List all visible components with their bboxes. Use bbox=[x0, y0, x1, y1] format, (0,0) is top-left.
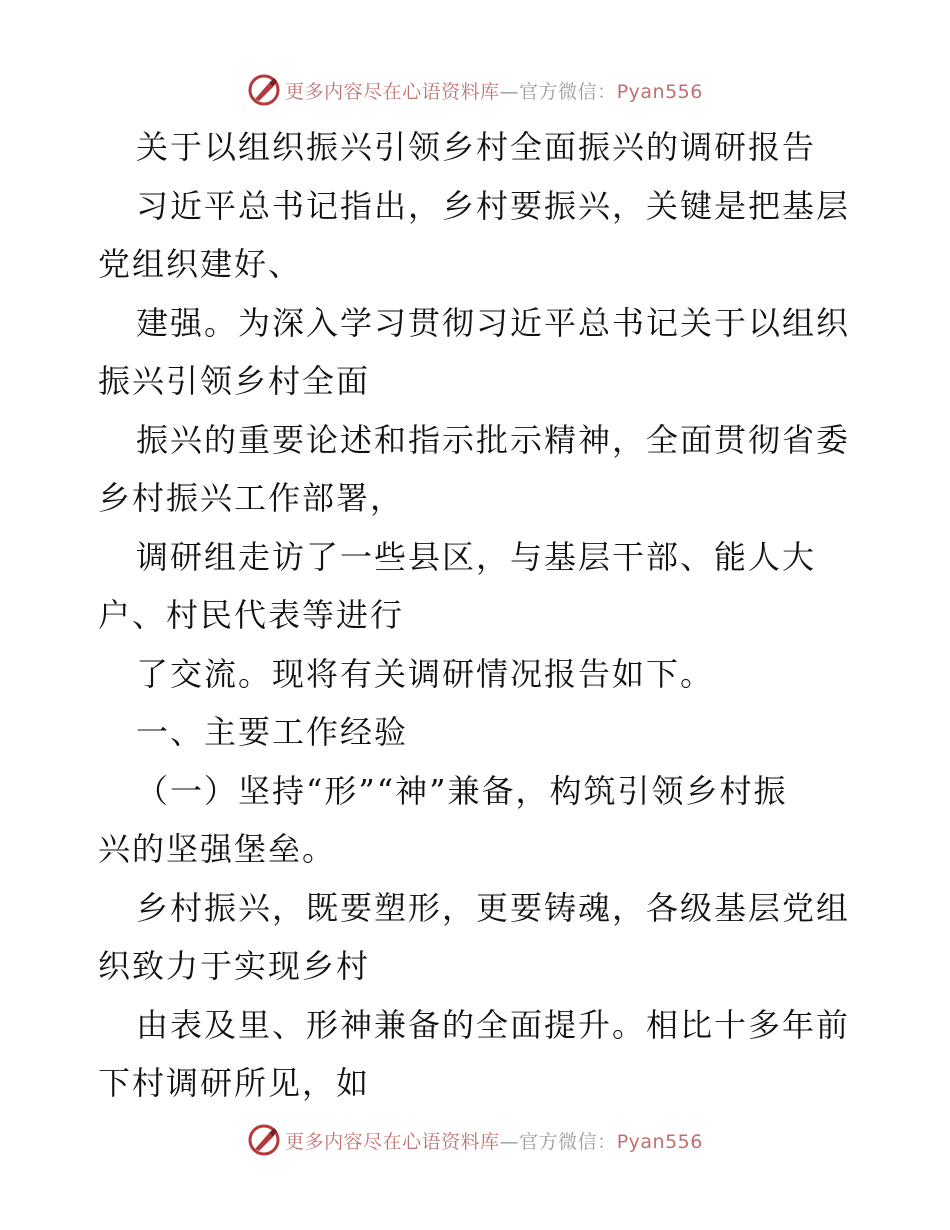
watermark-wechat-label: 官方微信： bbox=[519, 80, 617, 103]
pen-logo-icon bbox=[247, 73, 281, 107]
paragraph-line: 由表及里、形神兼备的全面提升。相比十多年前 bbox=[136, 1005, 851, 1044]
paragraph-line: 振兴引领乡村全面 bbox=[98, 362, 371, 400]
paragraph-line: 振兴的重要论述和指示批示精神，全面贯彻省委 bbox=[136, 420, 851, 459]
pen-logo-icon bbox=[247, 1123, 281, 1157]
document-title: 关于以组织振兴引领乡村全面振兴的调研报告 bbox=[136, 128, 817, 166]
watermark-wechat-id: Pyan556 bbox=[616, 80, 703, 103]
watermark-text bbox=[285, 77, 703, 104]
paragraph-line: 户、村民代表等进行 bbox=[98, 596, 405, 634]
watermark-banner-bottom bbox=[0, 1120, 950, 1160]
paragraph-line: 织致力于实现乡村 bbox=[98, 947, 371, 985]
paragraph-line: 乡村振兴工作部署， bbox=[98, 479, 405, 517]
paragraph-line: 了交流。现将有关调研情况报告如下。 bbox=[136, 654, 715, 693]
document-body bbox=[98, 118, 858, 1113]
paragraph-line: 习近平总书记指出，乡村要振兴，关键是把基层 bbox=[136, 186, 851, 225]
watermark-text bbox=[285, 1127, 703, 1154]
watermark-brand: 更多内容尽在心语资料库 bbox=[285, 80, 500, 103]
watermark-banner-top bbox=[0, 70, 950, 110]
watermark-dash: — bbox=[499, 1130, 520, 1153]
paragraph-line: 乡村振兴，既要塑形，更要铸魂，各级基层党组 bbox=[136, 888, 851, 927]
paragraph-line: 调研组走访了一些县区，与基层干部、能人大 bbox=[136, 537, 817, 576]
paragraph-line: 党组织建好、 bbox=[98, 245, 303, 283]
watermark-brand: 更多内容尽在心语资料库 bbox=[285, 1130, 500, 1153]
watermark-dash: — bbox=[499, 80, 520, 103]
watermark-wechat-id: Pyan556 bbox=[616, 1130, 703, 1153]
section-heading: 一、主要工作经验 bbox=[136, 713, 409, 751]
paragraph-line: 下村调研所见，如 bbox=[98, 1064, 371, 1102]
paragraph-line: 建强。为深入学习贯彻习近平总书记关于以组织 bbox=[136, 303, 851, 342]
watermark-wechat-label: 官方微信： bbox=[519, 1130, 617, 1153]
paragraph-line: 兴的坚强堡垒。 bbox=[98, 830, 337, 868]
subsection-heading: （一）坚持“形”“神”兼备，构筑引领乡村振 bbox=[136, 771, 788, 810]
